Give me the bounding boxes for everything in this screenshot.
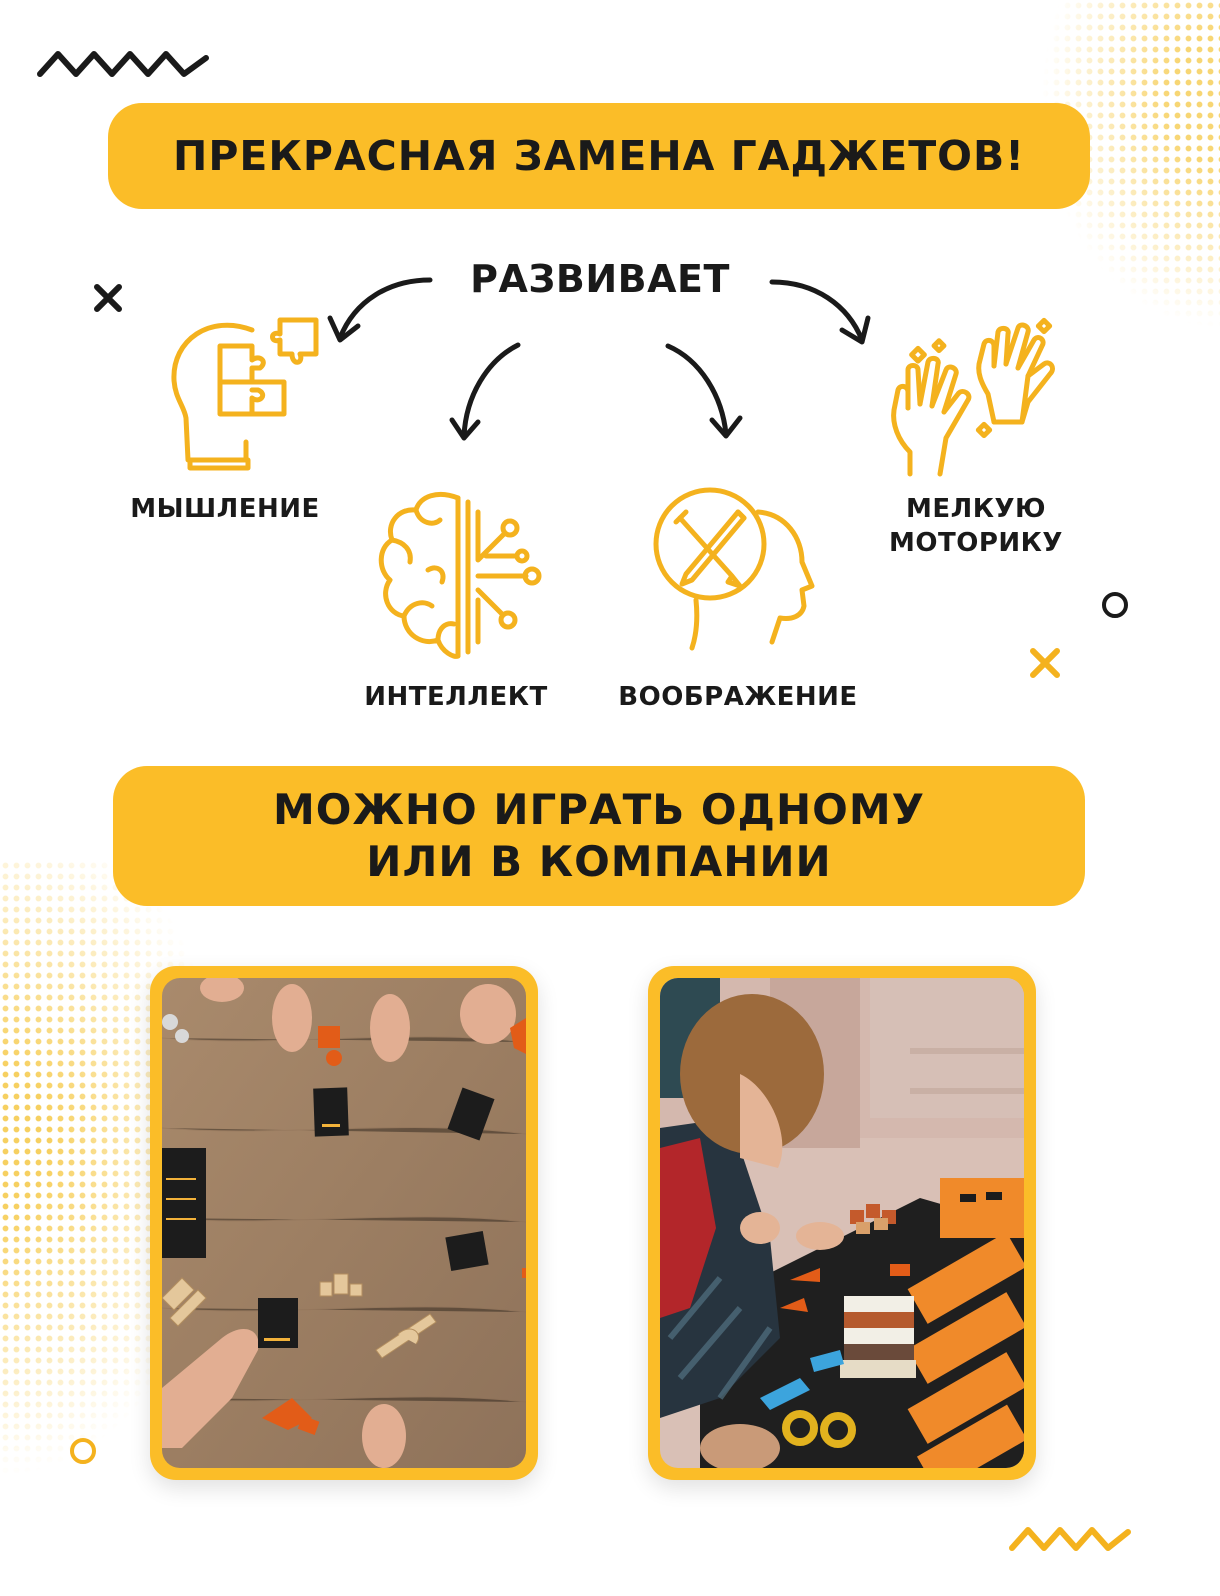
play-banner-line1: МОЖНО ИГРАТЬ ОДНОМУ bbox=[272, 785, 925, 834]
headline-text: ПРЕКРАСНАЯ ЗАМЕНА ГАДЖЕТОВ! bbox=[173, 132, 1025, 180]
skill-label-motor-line2: МОТОРИКУ bbox=[889, 528, 1063, 558]
circle-decoration-black bbox=[1100, 590, 1130, 620]
skill-label-motor bbox=[866, 492, 1086, 560]
skill-label-motor-line1: МЕЛКУЮ bbox=[905, 494, 1047, 524]
develops-label: РАЗВИВАЕТ bbox=[470, 257, 730, 301]
hands-icon bbox=[884, 314, 1064, 480]
head-brush-pencil-icon bbox=[646, 482, 826, 662]
child-play-photo bbox=[660, 978, 1024, 1468]
play-banner-line2: ИЛИ В КОМПАНИИ bbox=[366, 837, 832, 886]
skill-label-intellect: ИНТЕЛЛЕКТ bbox=[364, 682, 548, 712]
play-banner bbox=[113, 766, 1085, 906]
circle-decoration-yellow bbox=[68, 1436, 98, 1466]
group-play-photo bbox=[162, 978, 526, 1468]
group-play-photo-frame bbox=[150, 966, 538, 1480]
skill-label-thinking: МЫШЛЕНИЕ bbox=[130, 494, 320, 524]
brain-circuit-icon bbox=[376, 490, 546, 665]
head-puzzle-icon bbox=[160, 310, 330, 480]
skill-label-imagination: ВООБРАЖЕНИЕ bbox=[618, 682, 858, 712]
child-play-photo-frame bbox=[648, 966, 1036, 1480]
cross-decoration-yellow bbox=[1028, 646, 1062, 680]
squiggle-decoration-bottom bbox=[1008, 1520, 1138, 1556]
